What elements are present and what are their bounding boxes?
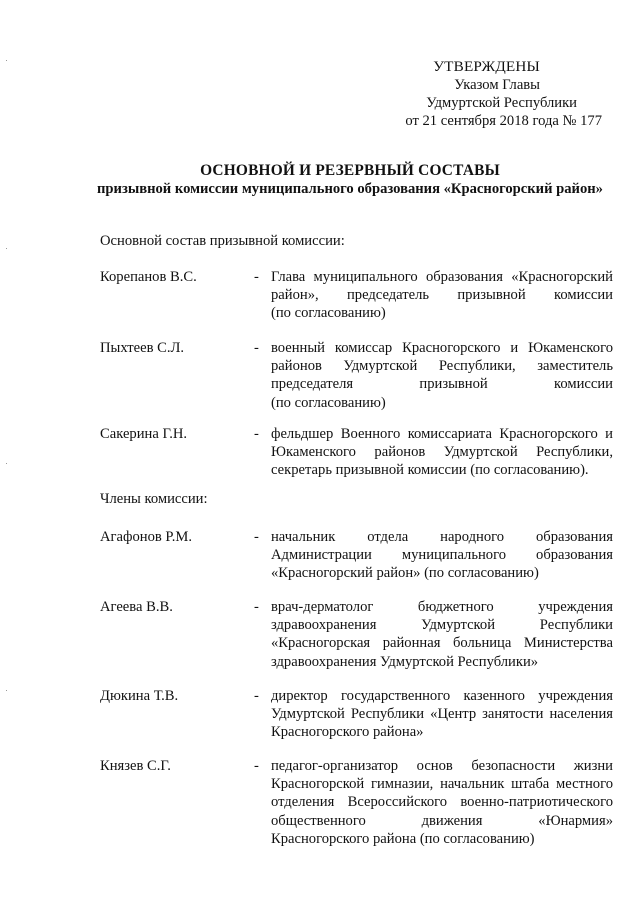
- member-role: [271, 757, 613, 848]
- main-section-heading: Основной состав призывной комиссии:: [100, 233, 345, 249]
- role-line: начальник отдела народного образования: [271, 529, 613, 545]
- scan-margin-dot: [6, 463, 7, 464]
- member-role: [271, 598, 613, 671]
- approval-stamp: [405, 58, 602, 130]
- approval-line: Указом Главы: [454, 77, 540, 93]
- role-line: Красногорской гимназии, начальник штаба местного: [271, 776, 613, 793]
- member-role: [271, 528, 613, 583]
- title-main: ОСНОВНОЙ И РЕЗЕРВНЫЙ СОСТАВЫ: [200, 162, 500, 179]
- entry-dash: -: [254, 340, 259, 356]
- role-line: Удмуртской Республики «Центр занятости населения: [271, 706, 613, 723]
- entry-dash: -: [254, 599, 259, 615]
- role-line: Юкаменского районов Удмуртской Республики,: [271, 444, 613, 461]
- role-line: «Красногорский район» (по согласованию): [271, 565, 539, 582]
- role-line: здравоохранения Удмуртской Республики»: [271, 653, 539, 670]
- entry-dash: -: [254, 529, 259, 545]
- scan-margin-dot: [6, 60, 7, 61]
- role-line: педагог-организатор основ безопасности жизни: [271, 758, 613, 774]
- role-line: фельдшер Военного комиссариата Красногорского и: [271, 426, 613, 442]
- role-line: (по согласованию): [271, 394, 386, 411]
- role-line: Глава муниципального образования «Красногорский: [271, 269, 613, 285]
- role-line: здравоохранения Удмуртской Республики: [271, 617, 613, 634]
- member-role: [271, 268, 613, 323]
- member-name: Агафонов Р.М.: [100, 529, 192, 545]
- role-line: Красногорского района (по согласованию): [271, 830, 535, 847]
- role-line: председателя призывной комиссии: [271, 376, 613, 393]
- member-role: [271, 687, 613, 742]
- role-line: общественного движения «Юнармия»: [271, 812, 613, 829]
- entry-dash: -: [254, 269, 259, 285]
- members-section-heading: Члены комиссии:: [100, 491, 208, 507]
- scan-margin-dot: [6, 248, 7, 249]
- entry-dash: -: [254, 426, 259, 442]
- role-line: (по согласованию): [271, 305, 386, 322]
- approval-heading: УТВЕРЖДЕНЫ: [433, 58, 540, 75]
- approval-date-line: от 21 сентября 2018 года № 177: [405, 113, 602, 129]
- entry-dash: -: [254, 688, 259, 704]
- role-line: Красногорского района»: [271, 724, 424, 741]
- member-name: Агеева В.В.: [100, 599, 173, 615]
- member-name: Корепанов В.С.: [100, 269, 197, 285]
- scan-margin-dot: [6, 690, 7, 691]
- member-role: [271, 339, 613, 412]
- role-line: директор государственного казенного учреждения: [271, 688, 613, 704]
- role-line: район», председатель призывной комиссии: [271, 287, 613, 304]
- member-role: [271, 425, 613, 480]
- member-name: Князев С.Г.: [100, 758, 171, 774]
- role-line: секретарь призывной комиссии (по согласованию).: [271, 462, 589, 479]
- role-line: военный комиссар Красногорского и Юкаменского: [271, 340, 613, 356]
- role-line: Администрации муниципального образования: [271, 547, 613, 564]
- member-name: Сакерина Г.Н.: [100, 426, 188, 442]
- member-name: Дюкина Т.В.: [100, 688, 179, 704]
- entry-dash: -: [254, 758, 259, 774]
- role-line: «Красногорская районная больница Министерства: [271, 635, 613, 652]
- approval-line: Удмуртской Республики: [426, 95, 577, 111]
- member-name: Пыхтеев С.Л.: [100, 340, 185, 356]
- title-subtitle: призывной комиссии муниципального образования «Красногорский район»: [97, 181, 603, 197]
- role-line: районов Удмуртской Республики, заместитель: [271, 358, 613, 375]
- document-title: [0, 161, 640, 198]
- role-line: отделения Всероссийского военно-патриотического: [271, 794, 613, 811]
- role-line: врач-дерматолог бюджетного учреждения: [271, 599, 613, 615]
